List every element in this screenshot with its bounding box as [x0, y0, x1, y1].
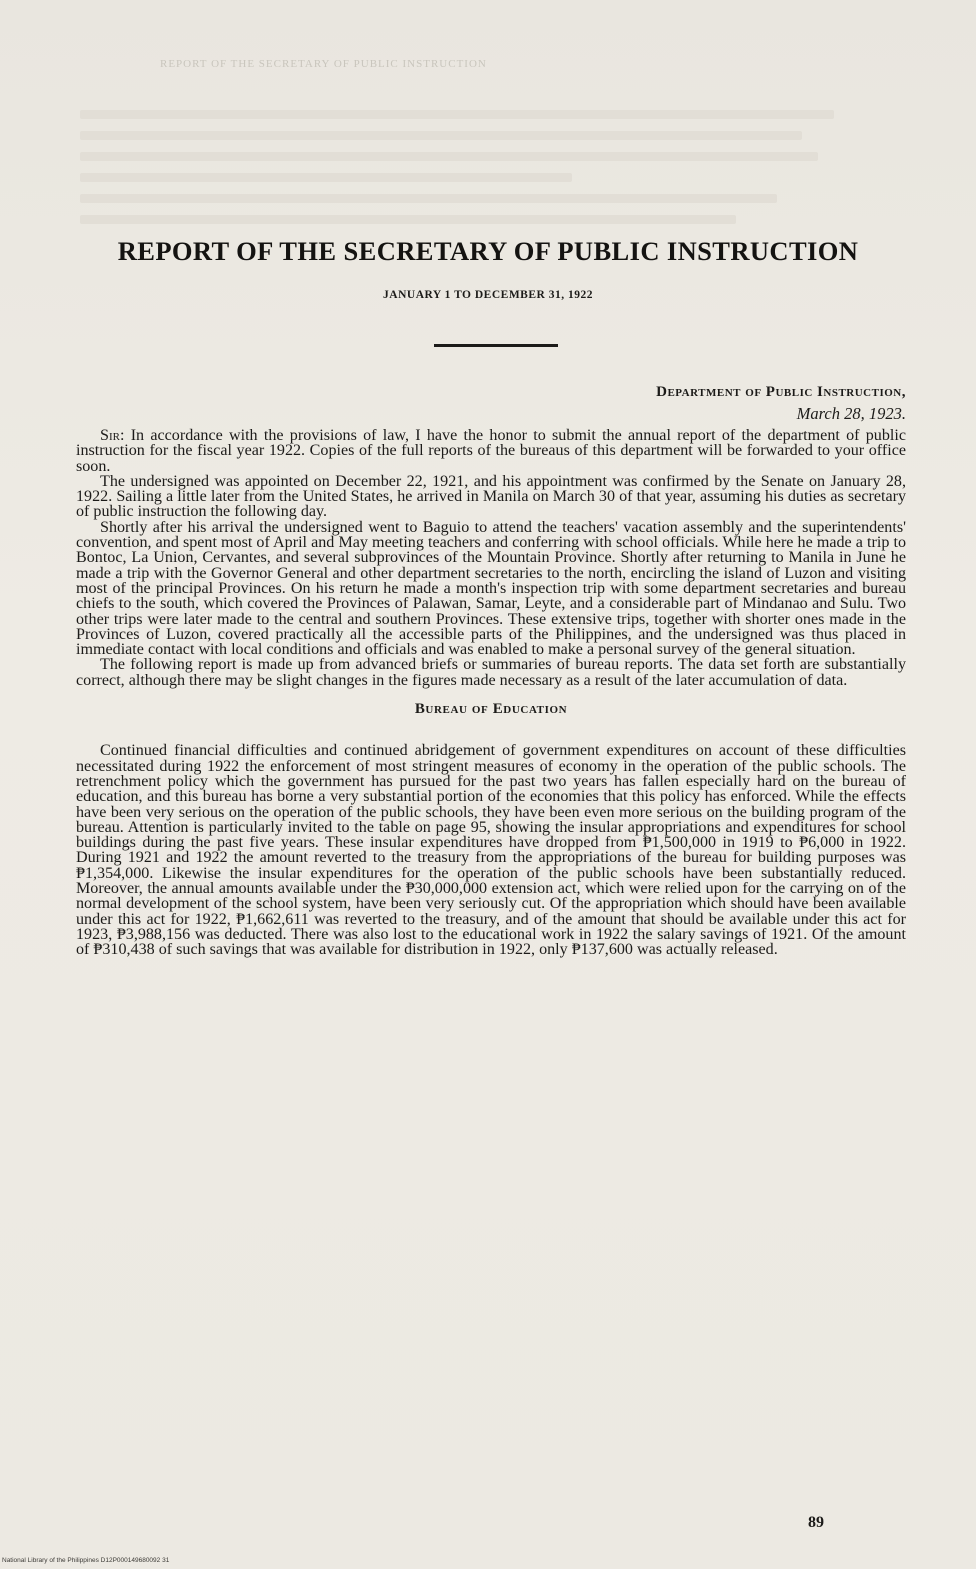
paragraph-4: The following report is made up from advanced briefs or summaries of bureau reports. The data set forth are substantially correct, although there may be slight changes in the figures made necessary as a result of the later accumulation of data.: [76, 656, 906, 689]
archive-footer: National Library of the Philippines D12P000149680092 31: [2, 1557, 170, 1564]
paragraph-1: [76, 428, 906, 474]
bleed-through-text: REPORT OF THE SECRETARY OF PUBLIC INSTRUCTION: [160, 58, 487, 70]
letter-body: [76, 428, 906, 958]
title-rule: [434, 344, 558, 347]
salutation: Sir:: [100, 427, 125, 444]
report-title: REPORT OF THE SECRETARY OF PUBLIC INSTRUCTION: [117, 236, 859, 266]
section-paragraph: Continued financial difficulties and continued abridgement of government expenditures on account of these difficulties necessitated during 1922 the enforcement of most stringent measures of economy in the operation of the public schools. The retrenchment policy which the government has pursued for the past two years has fallen especially hard on the bureau of education, and this bureau has borne a very substantial portion of the economies that this policy has enforced. While the effects have been very serious on the operation of the public schools, they have been even more serious on the building program of the bureau. Attention is particularly invited to the table on page 95, showing the insular appropriations and expenditures for school buildings during the past five years. These insular expenditures have dropped from ₱1,500,000 in 1919 to ₱6,000 in 1922. During 1921 and 1922 the amount reverted to the treasury from the appropriations of the bureau for building purposes was ₱1,354,000. Likewise the insular expenditures for the operation of the public schools have been substantially reduced. Moreover, the annual amounts available under the ₱30,000,000 extension act, which were relied upon for the carrying on of the normal development of the school system, have been very seriously cut. Of the appropriation which should have been available under this act for 1922, ₱1,662,611 was reverted to the treasury, and of the amount that should be available under this act for 1923, ₱3,988,156 was deducted. There was also lost to the educational work in 1922 the salary savings of 1921. Of the amount of ₱310,438 of such savings that was available for distribution in 1922, only ₱137,600 was actually released.: [76, 742, 906, 959]
bleed-through-lines: [80, 110, 900, 236]
paragraph-2: The undersigned was appointed on December 22, 1921, and his appointment was confirmed by the Senate on January 28, 1922. Sailing a little later from the United States, he arrived in Manila on March 30 of that year, assuming his duties as secretary of public instruction the following day.: [76, 472, 906, 521]
paragraph-3: Shortly after his arrival the undersigned went to Baguio to attend the teachers' vacation assembly and the superintendents' convention, and spent most of April and May meeting teachers and conferring with school officials. While here he made a trip to Bontoc, La Union, Cervantes, and several subprovinces of the Mountain Province. Shortly after returning to Manila in June he made a trip with the Governor General and other department secretaries to the north, encircling the island of Luzon and visiting most of the principal Provinces. On his return he made a month's inspection trip with some department secretaries and bureau chiefs to the south, which covered the Provinces of Palawan, Samar, Leyte, and a considerable part of Mindanao and Sulu. Two other trips were later made to the central and southern Provinces. These extensive trips, together with shorter ones made in the Provinces of Luzon, covered practically all the accessible parts of the Philippines, and the undersigned was thus placed in immediate contact with local conditions and officials and was enabled to make a personal survey of the general situation.: [76, 518, 906, 659]
letter-department: Department of Public Instruction,: [656, 384, 906, 400]
page-number: 89: [808, 1514, 824, 1531]
section-heading: Bureau of Education: [414, 701, 568, 718]
paragraph-1-text: In accordance with the provisions of law, I have the honor to submit the annual report of the department of public instruction for the fiscal year 1922. Copies of the full reports of the bureaus of this department will be forwarded to your office soon.: [76, 427, 906, 475]
report-period: JANUARY 1 TO DECEMBER 31, 1922: [383, 289, 593, 301]
letter-date: March 28, 1923.: [796, 404, 906, 423]
